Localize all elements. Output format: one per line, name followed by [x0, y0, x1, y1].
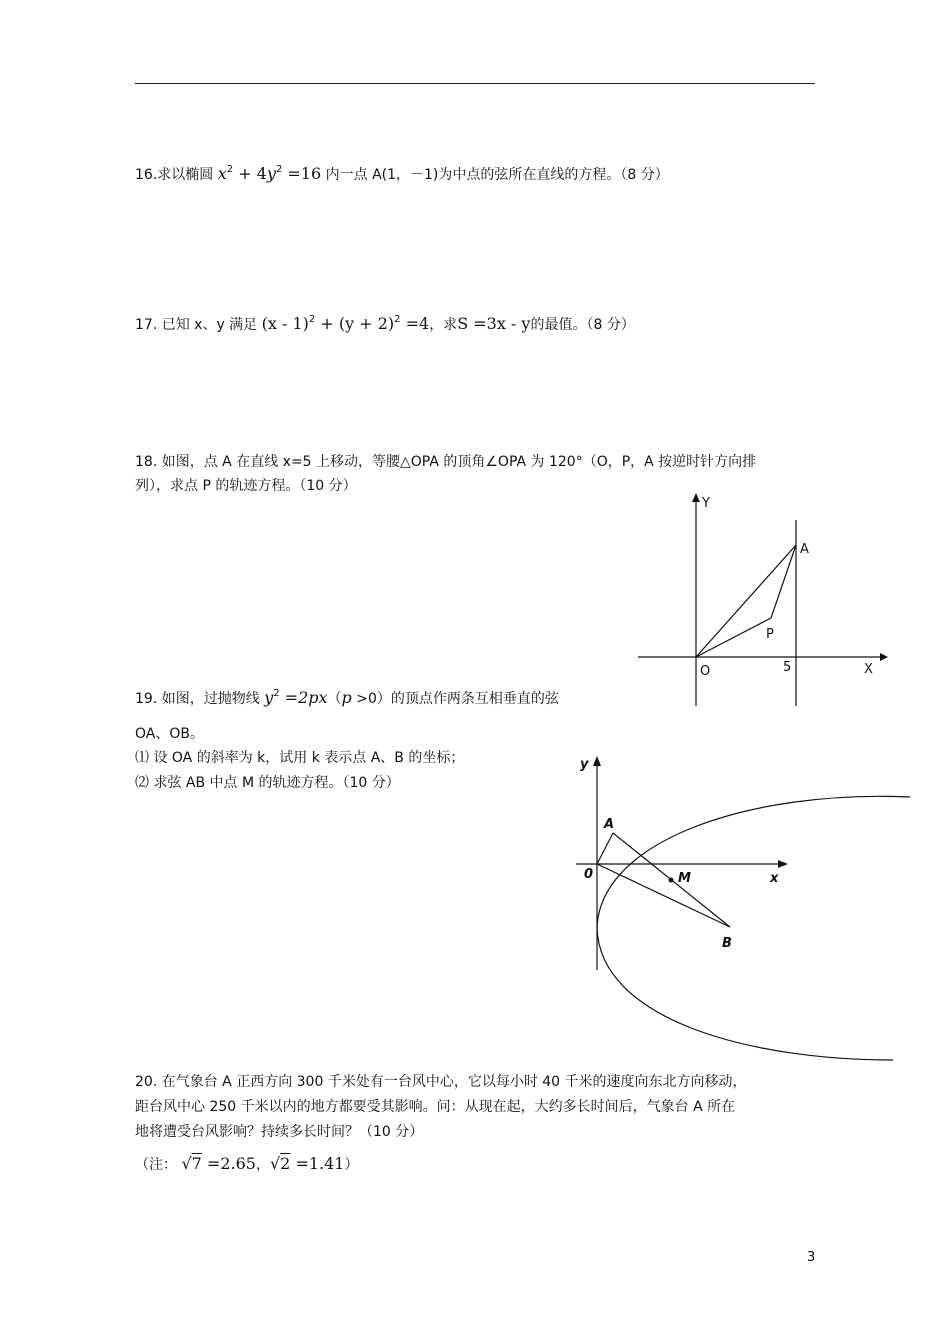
q19-segment-oa	[597, 833, 613, 864]
figure-q18	[630, 490, 890, 710]
q18-segment-op	[696, 618, 771, 657]
q19-b-label: B	[722, 936, 732, 951]
q18-y-label: Y	[702, 496, 710, 511]
q18-five-label: 5	[783, 660, 792, 675]
q18-segment-pa	[771, 545, 796, 618]
question-18-line1: 18. 如图，点 A 在直线 x=5 上移动，等腰△OPA 的顶角∠OPA 为 120°（O，P，A 按逆时针方向排	[135, 454, 757, 470]
q18-p-label: P	[766, 627, 774, 642]
page-number: 3	[807, 1250, 816, 1265]
question-20-line2: 距台风中心 250 千米以内的地方都要受其影响。问：从现在起，大约多长时间后，气象台 A 所在	[135, 1099, 736, 1115]
question-19-line1: 19. 如图，过抛物线 $y^2 =2px(p >0)$的顶点作两条互相垂直的弦	[135, 688, 559, 707]
question-20-line1: 20. 在气象台 A 正西方向 300 千米处有一台风中心，它以每小时 40 千米的速度向东北方向移动，	[135, 1074, 747, 1090]
q18-x-label: X	[864, 662, 873, 677]
q19-o-label: 0	[584, 867, 594, 882]
q19-y-label: y	[580, 757, 589, 772]
q19-x-arrow	[778, 860, 788, 868]
question-19-line3: ⑴ 设 OA 的斜率为 k，试用 k 表示点 A、B 的坐标；	[135, 750, 465, 766]
q19-parabola	[597, 796, 910, 1060]
question-20-line3: 地将遭受台风影响？持续多长时间？（10 分）	[135, 1124, 424, 1140]
question-19-line4: ⑵ 求弦 AB 中点 M 的轨迹方程。（10 分）	[135, 775, 400, 791]
figure-q19	[570, 750, 915, 1070]
q19-y-arrow	[593, 756, 601, 766]
q19-a-label: A	[604, 817, 615, 832]
q18-y-arrow	[692, 493, 700, 502]
question-20-note: （注： √7 =2.65，√2 =1.41）	[135, 1154, 359, 1173]
q18-segment-oa	[696, 545, 796, 657]
question-16: 16.求以椭圆 $x^2 + 4y^2 =16$ 内一点 A(1，－1)为中点的弦所在直线的方程。（8 分）	[135, 164, 669, 183]
q19-m-label: M	[678, 871, 691, 886]
q18-x-arrow	[880, 653, 888, 661]
question-17: 17. 已知 x、y 满足 $(x - 1)^2 + (y + 2)^2 =4$，求S =3x - y的最值。（8 分）	[135, 314, 635, 333]
question-18-line2: 列），求点 P 的轨迹方程。（10 分）	[135, 478, 357, 494]
q19-x-label: x	[770, 871, 779, 886]
question-19-line2: OA、OB。	[135, 726, 204, 742]
header-rule	[135, 83, 815, 84]
q18-o-label: O	[700, 664, 711, 679]
q18-a-label: A	[800, 542, 809, 557]
q19-point-m	[669, 878, 674, 883]
